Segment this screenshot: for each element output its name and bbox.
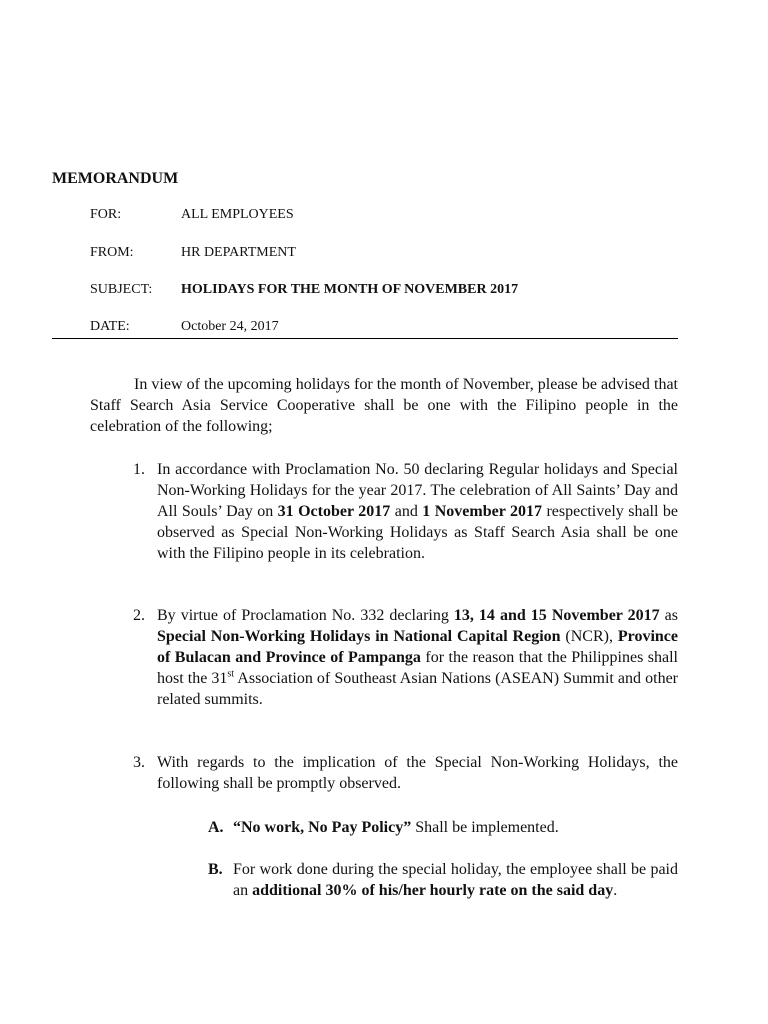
list-item-text [157, 459, 678, 564]
text-run: respectively shall be observed as Special Non-Working Holidays as Staff Search Asia shall be one with the Filipino people in its celebration. [157, 503, 679, 562]
text-run: and [390, 503, 423, 520]
list-number: 1. [133, 461, 145, 478]
intro-paragraph: In view of the upcoming holidays for the month of November, please be advised that Staff Search Asia Service Cooperative shall be one with the Filipino people in the celebration of the following; [90, 376, 678, 435]
text-run: Shall be implemented. [411, 819, 559, 836]
ordinal-superscript: st [227, 668, 235, 680]
text-run: for the reason that the Philippines shall host the 31 [157, 649, 678, 687]
sub-item-letter: B. [208, 861, 223, 878]
header-row-from [90, 245, 296, 261]
text-run: (NCR), [560, 628, 618, 645]
list-item-text: With regards to the implication of the Special Non-Working Holidays, the following shall be promptly observed. [157, 754, 678, 792]
header-label: FROM: [90, 245, 134, 260]
header-value: HOLIDAYS FOR THE MONTH OF NOVEMBER 2017 [181, 282, 519, 297]
header-value: October 24, 2017 [181, 319, 279, 334]
header-label: FOR: [90, 207, 122, 222]
bold-date: 1 November 2017 [422, 503, 543, 520]
header-label: DATE: [90, 319, 130, 334]
header-row-subject [90, 282, 518, 298]
bold-policy: “No work, No Pay Policy” [233, 819, 412, 836]
header-row-date [90, 319, 279, 335]
header-divider [52, 338, 678, 339]
sub-item-text [233, 817, 678, 838]
text-run: By virtue of Proclamation No. 332 declaring [157, 607, 454, 624]
memo-title: MEMORANDUM [52, 170, 179, 187]
bold-provinces: Province of Bulacan and Province of Pampanga [157, 628, 678, 666]
text-run: In accordance with Proclamation No. 50 declaring Regular holidays and Special Non-Working Holidays for the year 2017. The celebration of All Saints’ Day and All Souls’ Day on [157, 461, 678, 520]
header-row-for [90, 207, 294, 223]
sub-item-letter: A. [208, 819, 224, 836]
text-run: as [659, 607, 678, 624]
sub-item-text [233, 859, 678, 901]
bold-holiday-ncr: Special Non-Working Holidays in National Capital Region [157, 628, 561, 645]
list-number: 2. [133, 607, 145, 624]
bold-dates: 13, 14 and 15 November 2017 [453, 607, 660, 624]
text-run: Association of Southeast Asian Nations (ASEAN) Summit and other related summits. [157, 670, 678, 708]
bold-rate: additional 30% of his/her hourly rate on the said day [252, 882, 614, 899]
list-number: 3. [133, 754, 145, 771]
header-value: HR DEPARTMENT [181, 245, 296, 260]
header-label: SUBJECT: [90, 282, 153, 297]
bold-date: 31 October 2017 [277, 503, 391, 520]
text-run: . [613, 882, 618, 899]
text-run: For work done during the special holiday, the employee shall be paid an [233, 861, 678, 899]
list-item-text [157, 605, 678, 710]
header-value: ALL EMPLOYEES [181, 207, 294, 222]
